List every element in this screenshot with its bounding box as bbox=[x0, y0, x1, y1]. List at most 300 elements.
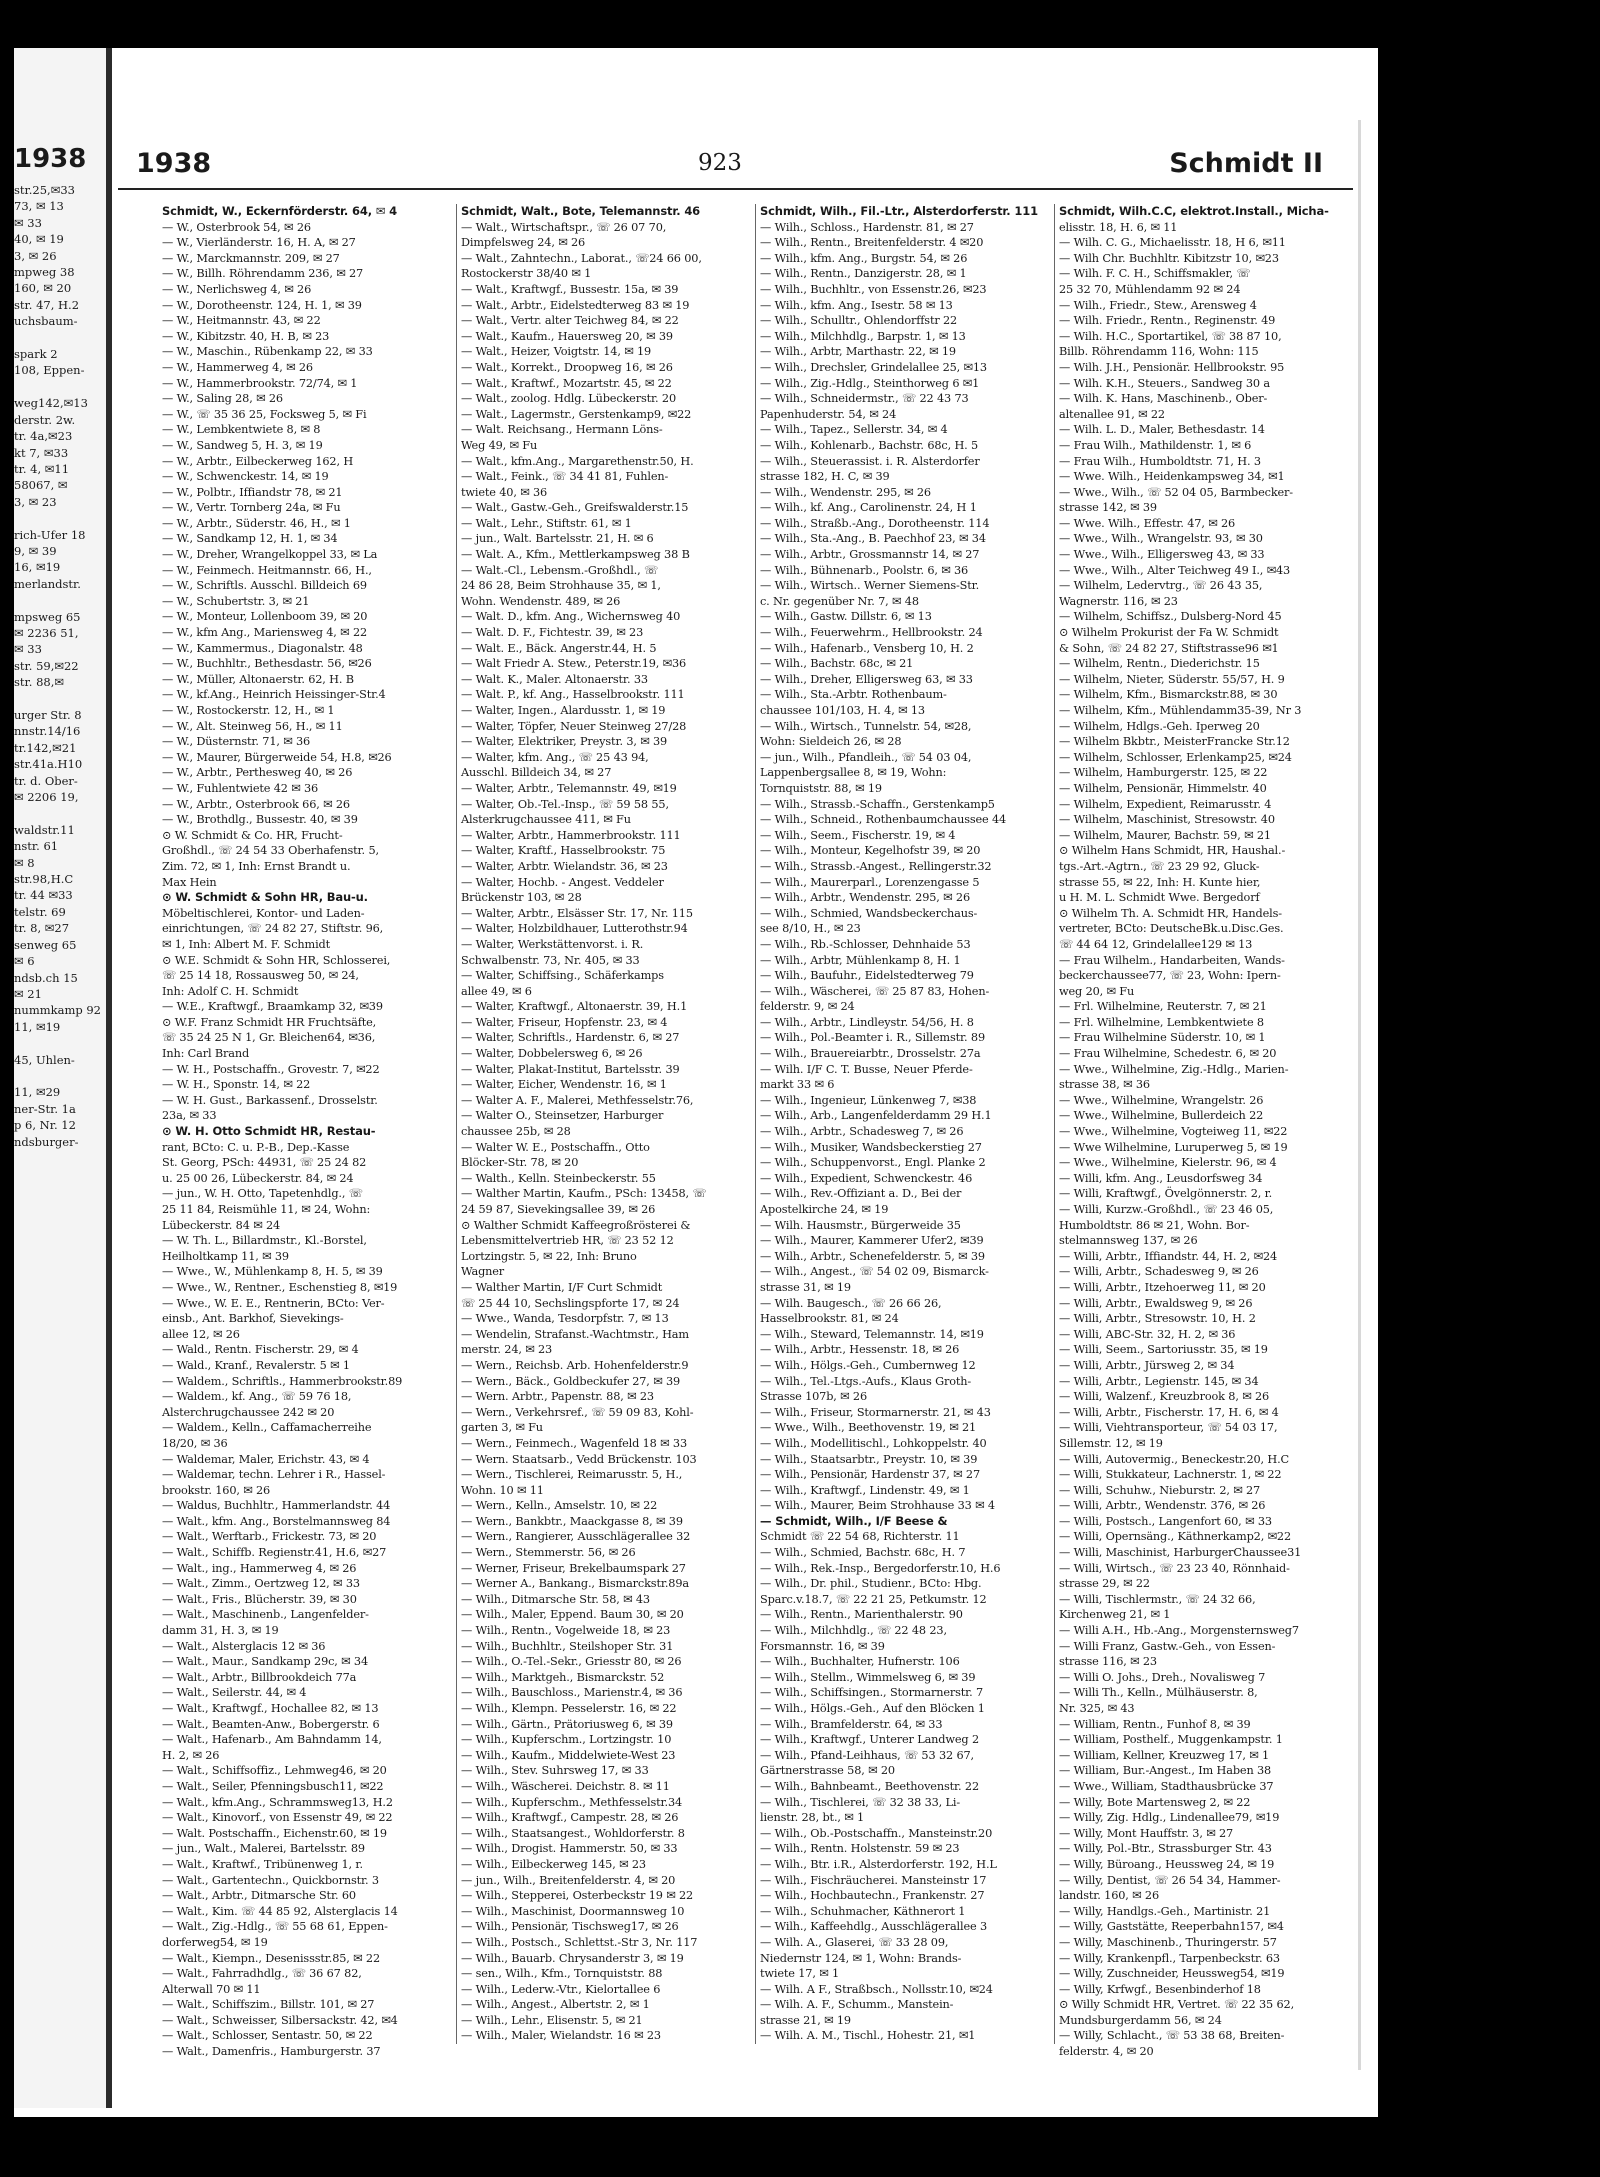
directory-entry: — Wilh., Pensionär, Hardenstr 37, ✉ 27 bbox=[760, 1468, 980, 1482]
directory-entry: — Walt., Werftarb., Frickestr. 73, ✉ 20 bbox=[162, 1530, 377, 1544]
directory-entry: — Wilh., Lehr., Elisenstr. 5, ✉ 21 bbox=[461, 2013, 643, 2027]
directory-entry: Billb. Röhrendamm 116, Wohn: 115 bbox=[1059, 345, 1259, 359]
directory-entry: — Willi, Stukkateur, Lachnerstr. 1, ✉ 22 bbox=[1059, 1468, 1282, 1482]
directory-entry: felderstr. 4, ✉ 20 bbox=[1059, 2045, 1154, 2059]
directory-entry: u H. M. L. Schmidt Wwe. Bergedorf bbox=[1059, 891, 1260, 905]
previous-page-line: mpweg 38 bbox=[14, 265, 75, 280]
directory-entry: — Wilh., Sta.-Arbtr. Rothenbaum- bbox=[760, 688, 947, 702]
directory-entry: stelmannsweg 137, ✉ 26 bbox=[1059, 1234, 1198, 1248]
directory-entry: Zim. 72, ✉ 1, Inh: Ernst Brandt u. bbox=[162, 859, 351, 873]
directory-entry: — Walt Friedr A. Stew., Peterstr.19, ✉36 bbox=[461, 657, 687, 671]
directory-entry: — W. H., Sponstr. 14, ✉ 22 bbox=[162, 1078, 311, 1092]
directory-entry: — W. Th. L., Billardmstr., Kl.-Borstel, bbox=[162, 1234, 367, 1248]
directory-entry: — Willi, Kraftwgf., Övelgönnerstr. 2, r. bbox=[1059, 1187, 1273, 1201]
directory-entry: Strasse 107b, ✉ 26 bbox=[760, 1390, 867, 1404]
directory-entry: — Wilh., Schmied, Wandsbeckerchaus- bbox=[760, 906, 978, 920]
previous-page-line: ner-Str. 1a bbox=[14, 1101, 76, 1116]
directory-entry: strasse 21, ✉ 19 bbox=[760, 2013, 851, 2027]
directory-entry: — Wilh., Sta.-Ang., B. Paechhof 23, ✉ 34 bbox=[760, 532, 986, 546]
previous-page-line bbox=[14, 379, 106, 395]
directory-entry: — W., Düsternstr. 71, ✉ 36 bbox=[162, 735, 311, 749]
directory-entry: — W., Schubertstr. 3, ✉ 21 bbox=[162, 594, 310, 608]
directory-entry: — Wilh., Ditmarsche Str. 58, ✉ 43 bbox=[461, 1592, 650, 1606]
directory-entry: — Walter O., Steinsetzer, Harburger bbox=[461, 1109, 664, 1123]
directory-entry: — Wilh., Drogist. Hammerstr. 50, ✉ 33 bbox=[461, 1842, 678, 1856]
previous-page-line: rich-Ufer 18 bbox=[14, 527, 86, 542]
directory-entry: — Walter, Dobbelersweg 6, ✉ 26 bbox=[461, 1047, 643, 1061]
previous-page-line: 40, ✉ 19 bbox=[14, 232, 64, 247]
directory-entry: twiete 40, ✉ 36 bbox=[461, 485, 548, 499]
directory-entry: — Walter, Plakat-Institut, Bartelsstr. 39 bbox=[461, 1062, 680, 1076]
directory-entry: — W., kfm Ang., Mariensweg 4, ✉ 22 bbox=[162, 626, 368, 640]
directory-entry: — Willi A.H., Hb.-Ang., Morgensternsweg7 bbox=[1059, 1624, 1299, 1638]
directory-entry: — Willi, Seem., Sartoriusstr. 35, ✉ 19 bbox=[1059, 1343, 1268, 1357]
directory-entry: merstr. 24, ✉ 23 bbox=[461, 1343, 553, 1357]
directory-entry: — Wilh. H.C., Sportartikel, ☏ 38 87 10, bbox=[1059, 329, 1282, 343]
directory-entry: — Wilh., Gärtn., Prätoriusweg 6, ✉ 39 bbox=[461, 1717, 673, 1731]
directory-entry: — Wilh., Friseur, Stormarnerstr. 21, ✉ 43 bbox=[760, 1405, 991, 1419]
directory-entry: — Wilhelm, Maschinist, Stresowstr. 40 bbox=[1059, 813, 1275, 827]
directory-entry: chaussee 101/103, H. 4, ✉ 13 bbox=[760, 704, 925, 717]
previous-page-line: ndsb.ch 15 bbox=[14, 970, 78, 985]
directory-entry: — Wilh., Wirtsch.. Werner Siemens-Str. bbox=[760, 579, 980, 593]
directory-entry: — Wwe., Wilhelmine, Bullerdeich 22 bbox=[1059, 1109, 1264, 1123]
directory-entry: — W., Polbtr., Iffiandstr 78, ✉ 21 bbox=[162, 485, 343, 499]
directory-entry: damm 31, H. 3, ✉ 19 bbox=[162, 1624, 279, 1638]
previous-page-line: ✉ 33 bbox=[14, 215, 42, 230]
directory-entry: — Willy, Mont Hauffstr. 3, ✉ 27 bbox=[1059, 1826, 1234, 1840]
directory-entry: — Wwe., W., Mühlenkamp 8, H. 5, ✉ 39 bbox=[162, 1265, 383, 1279]
directory-entry: — Wilh., Buchhltr., von Essenstr.26, ✉23 bbox=[760, 282, 987, 296]
directory-entry: — Walt., Kraftwgf., Bussestr. 15a, ✉ 39 bbox=[461, 282, 679, 296]
directory-entry: — W. H. Gust., Barkassenf., Drosselstr. bbox=[162, 1093, 378, 1107]
directory-entry: — Wilh Chr. Buchhltr. Kibitzstr 10, ✉23 bbox=[1059, 251, 1279, 265]
directory-entry: ⊙ W.E. Schmidt & Sohn HR, Schlosserei, bbox=[162, 953, 391, 967]
previous-page-line: derstr. 2w. bbox=[14, 412, 76, 427]
directory-entry: 24 86 28, Beim Strohhause 35, ✉ 1, bbox=[461, 579, 661, 593]
directory-entry: — Walt., Kiempn., Desenissstr.85, ✉ 22 bbox=[162, 1951, 380, 1965]
directory-entry: — Walt., Arbtr., Eidelstedterweg 83 ✉ 19 bbox=[461, 298, 690, 312]
directory-entry: — Wilh., Milchhdlg., ☏ 22 48 23, bbox=[760, 1624, 947, 1638]
directory-entry: — Wern., Bäck., Goldbeckufer 27, ✉ 39 bbox=[461, 1374, 681, 1388]
directory-entry: — Wilh., Bahnbeamt., Beethovenstr. 22 bbox=[760, 1779, 979, 1793]
directory-entry: — Wilh., Steuerassist. i. R. Alsterdorfer bbox=[760, 454, 980, 468]
directory-entry: 24 59 87, Sievekingsallee 39, ✉ 26 bbox=[461, 1203, 656, 1216]
directory-entry: — W., Arbtr., Eilbeckerweg 162, H bbox=[162, 454, 354, 468]
directory-entry: — Wilh. A. M., Tischl., Hohestr. 21, ✉1 bbox=[760, 2029, 976, 2043]
directory-entry: strasse 182, H. C, ✉ 39 bbox=[760, 470, 890, 484]
directory-entry: — Willi, Arbtr., Stresowstr. 10, H. 2 bbox=[1059, 1312, 1256, 1326]
column-1 bbox=[158, 204, 456, 2059]
directory-entry: beckerchaussee77, ☏ 23, Wohn: Ipern- bbox=[1059, 969, 1281, 983]
previous-page-line: telstr. 69 bbox=[14, 904, 66, 919]
columns bbox=[158, 204, 1353, 2059]
directory-entry: Wohn. 10 ✉ 11 bbox=[461, 1483, 544, 1497]
directory-entry: — Wilh., Dreher, Elligersweg 63, ✉ 33 bbox=[760, 672, 973, 686]
previous-page-line: 160, ✉ 20 bbox=[14, 281, 72, 296]
previous-page-line: 16, ✉19 bbox=[14, 560, 61, 575]
directory-entry: — Wilh., Pfand-Leihhaus, ☏ 53 32 67, bbox=[760, 1748, 974, 1762]
directory-entry: — Walt. D. F., Fichtestr. 39, ✉ 23 bbox=[461, 626, 644, 640]
column-2 bbox=[456, 204, 755, 2044]
directory-entry: — Wilh., Strassb.-Angest., Rellingerstr.32 bbox=[760, 859, 992, 873]
directory-entry: Lappenbergsallee 8, ✉ 19, Wohn: bbox=[760, 766, 947, 780]
directory-entry: Gärtnerstrasse 58, ✉ 20 bbox=[760, 1764, 895, 1778]
directory-entry: — jun., Walt. Bartelsstr. 21, H. ✉ 6 bbox=[461, 532, 654, 546]
previous-page-line: 108, Eppen- bbox=[14, 363, 85, 378]
directory-entry: — Wilh., Rentn., Vogelweide 18, ✉ 23 bbox=[461, 1624, 671, 1638]
directory-entry: dorferweg54, ✉ 19 bbox=[162, 1935, 268, 1949]
directory-entry: — Walt., Schiffb. Regienstr.41, H.6, ✉27 bbox=[162, 1546, 387, 1560]
directory-entry: — Wilh. K. Hans, Maschinenb., Ober- bbox=[1059, 392, 1268, 406]
directory-entry: — Walt., Beamten-Anw., Bobergerstr. 6 bbox=[162, 1717, 380, 1731]
directory-entry: Papenhuderstr. 54, ✉ 24 bbox=[760, 407, 897, 421]
directory-entry: — Wern., Rangierer, Ausschlägerallee 32 bbox=[461, 1530, 691, 1544]
directory-entry: — Wern., Verkehrsref., ☏ 59 09 83, Kohl- bbox=[461, 1405, 694, 1419]
directory-entry: — Wilhelm, Hamburgerstr. 125, ✉ 22 bbox=[1059, 766, 1268, 780]
directory-entry: — Walt., Hafenarb., Am Bahndamm 14, bbox=[162, 1733, 382, 1747]
directory-entry: — Wilh., Maschinist, Doormannsweg 10 bbox=[461, 1904, 685, 1918]
directory-entry: — Willy, Bote Martensweg 2, ✉ 22 bbox=[1059, 1795, 1251, 1809]
directory-entry: — Wilh., Buchhltr., Steilshoper Str. 31 bbox=[461, 1639, 674, 1653]
directory-entry: — Wilh., Strassb.-Schaffn., Gerstenkamp5 bbox=[760, 797, 995, 811]
directory-entry: — Frl. Wilhelmine, Reuterstr. 7, ✉ 21 bbox=[1059, 1000, 1267, 1014]
directory-entry: — Wern., Reichsb. Arb. Hohenfelderstr.9 bbox=[461, 1358, 689, 1372]
directory-entry: — Walter W. E., Postschaffn., Otto bbox=[461, 1140, 650, 1154]
previous-page-line: 45, Uhlen- bbox=[14, 1052, 75, 1067]
directory-entry: Lübeckerstr. 84 ✉ 24 bbox=[162, 1218, 281, 1232]
directory-entry: allee 12, ✉ 26 bbox=[162, 1327, 240, 1341]
directory-entry: — Walter, Schiffsing., Schäferkamps bbox=[461, 969, 664, 983]
directory-entry: — Walt. Reichsang., Hermann Löns- bbox=[461, 423, 663, 437]
directory-entry: — Walter, Kraftf., Hasselbrookstr. 75 bbox=[461, 844, 666, 858]
directory-entry: — Wilhelm, Kfm., Mühlendamm35-39, Nr 3 bbox=[1059, 704, 1302, 717]
directory-entry: — Walter, Schriftls., Hardenstr. 6, ✉ 27 bbox=[461, 1031, 680, 1045]
directory-entry: — jun., Wilh., Breitenfelderstr. 4, ✉ 20 bbox=[461, 1873, 676, 1887]
directory-entry: ⊙ W. Schmidt & Co. HR, Frucht- bbox=[162, 828, 343, 842]
directory-entry: — Wilh. K.H., Steuers., Sandweg 30 a bbox=[1059, 376, 1270, 390]
directory-entry: — Walt., Kim. ☏ 44 85 92, Alsterglacis 14 bbox=[162, 1904, 398, 1918]
previous-page-year: 1938 bbox=[14, 144, 87, 174]
directory-entry: — W., Brothdlg., Bussestr. 40, ✉ 39 bbox=[162, 813, 358, 827]
directory-entry: — Willi Th., Kelln., Mülhäuserstr. 8, bbox=[1059, 1686, 1258, 1700]
directory-entry: — Walt., Korrekt., Droopweg 16, ✉ 26 bbox=[461, 360, 673, 374]
directory-entry: Kirchenweg 21, ✉ 1 bbox=[1059, 1608, 1171, 1622]
directory-entry: — Wilh., Rentn., Danzigerstr. 28, ✉ 1 bbox=[760, 267, 967, 281]
directory-entry: — Wilh., Arbtr., Schenefelderstr. 5, ✉ 39 bbox=[760, 1249, 985, 1263]
directory-entry: — W., Marckmannstr. 209, ✉ 27 bbox=[162, 251, 340, 265]
directory-entry: — Wilh., Bauarb. Chrysanderstr 3, ✉ 19 bbox=[461, 1951, 684, 1965]
directory-entry: Wagner bbox=[461, 1265, 505, 1279]
directory-entry: Dimpfelsweg 24, ✉ 26 bbox=[461, 236, 586, 250]
directory-entry: — Wilh. A F., Straßbsch., Nollsstr.10, ✉24 bbox=[760, 1982, 993, 1996]
directory-entry: Wagnerstr. 116, ✉ 23 bbox=[1059, 594, 1178, 608]
directory-entry: — W., Kammermus., Diagonalstr. 48 bbox=[162, 641, 363, 655]
directory-entry: — Wilhelm, Schlosser, Erlenkamp25, ✉24 bbox=[1059, 750, 1292, 764]
directory-entry: felderstr. 9, ✉ 24 bbox=[760, 1000, 855, 1014]
directory-entry: — Waldemar, techn. Lehrer i R., Hassel- bbox=[162, 1468, 386, 1482]
directory-entry: Max Hein bbox=[162, 875, 217, 889]
directory-entry: — Wern. Arbtr., Papenstr. 88, ✉ 23 bbox=[461, 1390, 654, 1404]
directory-entry: — Willi, Wirtsch., ☏ 23 23 40, Rönnhaid- bbox=[1059, 1561, 1290, 1575]
directory-entry: — Wilh., kf. Ang., Carolinenstr. 24, H 1 bbox=[760, 501, 977, 515]
directory-entry: — Wern. Staatsarb., Vedd Brückenstr. 103 bbox=[461, 1452, 697, 1466]
directory-entry: — Wilh., Bühnenarb., Poolstr. 6, ✉ 36 bbox=[760, 563, 969, 577]
directory-entry: tgs.-Art.-Agtrn., ☏ 23 29 92, Gluck- bbox=[1059, 859, 1260, 873]
directory-entry: — Wilh., Bramfelderstr. 64, ✉ 33 bbox=[760, 1717, 943, 1731]
directory-entry: — Willy, Pol.-Btr., Strassburger Str. 43 bbox=[1059, 1842, 1272, 1856]
directory-entry: — Willi, Arbtr., Itzehoerweg 11, ✉ 20 bbox=[1059, 1280, 1266, 1294]
directory-entry: strasse 142, ✉ 39 bbox=[1059, 501, 1157, 515]
directory-entry: — Wilh., Friedr., Stew., Arensweg 4 bbox=[1059, 298, 1257, 312]
previous-page-line: 3, ✉ 23 bbox=[14, 494, 57, 509]
directory-entry: — Wilh., Arbtr, Mühlenkamp 8, H. 1 bbox=[760, 953, 961, 967]
directory-entry: — Walt., Fahrradhdlg., ☏ 36 67 82, bbox=[162, 1967, 362, 1981]
directory-entry: — Wilh., Kohlenarb., Bachstr. 68c, H. 5 bbox=[760, 438, 979, 452]
directory-entry: — Wilh., Dr. phil., Studienr., BCto: Hbg. bbox=[760, 1577, 982, 1591]
directory-entry: ☏ 35 24 25 N 1, Gr. Bleichen64, ✉36, bbox=[162, 1031, 376, 1045]
directory-entry: — Frau Wilh., Humboldtstr. 71, H. 3 bbox=[1059, 454, 1261, 468]
directory-entry: — Wilh. Baugesch., ☏ 26 66 26, bbox=[760, 1296, 942, 1310]
previous-page-lines bbox=[14, 182, 106, 1150]
column-3 bbox=[755, 204, 1054, 2044]
directory-entry: — W., Schriftls. Ausschl. Billdeich 69 bbox=[162, 579, 367, 593]
directory-entry: — W., Dorotheenstr. 124, H. 1, ✉ 39 bbox=[162, 298, 362, 312]
previous-page-line: str. 88,✉ bbox=[14, 675, 64, 690]
directory-entry: ⊙ W.F. Franz Schmidt HR Fruchtsäfte, bbox=[162, 1015, 377, 1029]
directory-entry: garten 3, ✉ Fu bbox=[461, 1421, 543, 1435]
directory-entry: — Wilh., Wäscherei. Deichstr. 8. ✉ 11 bbox=[461, 1779, 670, 1793]
directory-entry: — Walt., zoolog. Hdlg. Lübeckerstr. 20 bbox=[461, 392, 676, 406]
directory-entry: St. Georg, PSch: 44931, ☏ 25 24 82 bbox=[162, 1156, 367, 1170]
directory-entry: — Walt., Vertr. alter Teichweg 84, ✉ 22 bbox=[461, 314, 679, 328]
directory-entry: — Walter, Arbtr., Telemannstr. 49, ✉19 bbox=[461, 781, 677, 795]
directory-entry: — Walt., Zahntechn., Laborat., ☏24 66 00, bbox=[461, 251, 702, 265]
directory-entry: H. 2, ✉ 26 bbox=[162, 1748, 220, 1762]
directory-entry: — Wilhelm, Pensionär, Himmelstr. 40 bbox=[1059, 781, 1267, 795]
directory-entry: Schmidt ☏ 22 54 68, Richterstr. 11 bbox=[760, 1530, 960, 1544]
directory-entry: — W., Buchhltr., Bethesdastr. 56, ✉26 bbox=[162, 657, 372, 671]
directory-entry: — Wilh., Stepperei, Osterbeckstr 19 ✉ 22 bbox=[461, 1889, 694, 1903]
directory-entry: — Walt., Schiffsoffiz., Lehmweg46, ✉ 20 bbox=[162, 1764, 387, 1778]
previous-page-line: ✉ 2206 19, bbox=[14, 790, 79, 805]
directory-entry: ⊙ Wilhelm Prokurist der Fa W. Schmidt bbox=[1059, 626, 1279, 640]
previous-page-line bbox=[14, 805, 106, 821]
directory-entry: — Wilh., Buchhalter, Hufnerstr. 106 bbox=[760, 1655, 960, 1669]
previous-page-line: 58067, ✉ bbox=[14, 478, 68, 493]
directory-entry: Weg 49, ✉ Fu bbox=[461, 438, 538, 452]
directory-entry: — Wern., Feinmech., Wagenfeld 18 ✉ 33 bbox=[461, 1436, 687, 1450]
directory-entry: — Wilh., Musiker, Wandsbeckerstieg 27 bbox=[760, 1140, 982, 1154]
previous-page-line: ✉ 21 bbox=[14, 986, 42, 1001]
directory-entry: Inh: Adolf C. H. Schmidt bbox=[162, 984, 299, 998]
directory-entry: — Wilh., Tapez., Sellerstr. 34, ✉ 4 bbox=[760, 423, 948, 437]
directory-entry: — Walt., Heizer, Voigtstr. 14, ✉ 19 bbox=[461, 345, 652, 359]
directory-entry: Heilholtkamp 11, ✉ 39 bbox=[162, 1249, 289, 1263]
directory-entry: — W., Feinmech. Heitmannstr. 66, H., bbox=[162, 563, 372, 577]
directory-entry: c. Nr. gegenüber Nr. 7, ✉ 48 bbox=[760, 594, 919, 608]
directory-entry: — Walter, Holzbildhauer, Lutterothstr.94 bbox=[461, 922, 688, 936]
directory-entry: — Wwe., Wilh., ☏ 52 04 05, Barmbecker- bbox=[1059, 485, 1293, 499]
directory-entry: — Wilhelm, Kfm., Bismarckstr.88, ✉ 30 bbox=[1059, 688, 1278, 702]
directory-entry: ☏ 25 14 18, Rossausweg 50, ✉ 24, bbox=[162, 969, 359, 983]
directory-entry: — Willy, Zuschneider, Heussweg54, ✉19 bbox=[1059, 1967, 1285, 1981]
directory-entry: — Waldus, Buchhltr., Hammerlandstr. 44 bbox=[162, 1499, 391, 1513]
directory-entry: — Wilh. A. F., Schumm., Manstein- bbox=[760, 1998, 954, 2012]
directory-entry: — Wilh., Hafenarb., Vensberg 10, H. 2 bbox=[760, 641, 974, 655]
directory-entry: — Walt., Kraftwgf., Hochallee 82, ✉ 13 bbox=[162, 1702, 379, 1715]
directory-entry: — Werner A., Bankang., Bismarckstr.89a bbox=[461, 1577, 689, 1591]
previous-page-line bbox=[14, 691, 106, 707]
directory-entry: ⊙ W. H. Otto Schmidt HR, Restau- bbox=[162, 1124, 376, 1139]
directory-entry: — Walth., Kelln. Steinbeckerstr. 55 bbox=[461, 1171, 656, 1185]
directory-entry: — Walt., Schweisser, Silbersackstr. 42, ✉4 bbox=[162, 2013, 398, 2027]
directory-entry: — Frau Wilh., Mathildenstr. 1, ✉ 6 bbox=[1059, 438, 1252, 452]
directory-entry: — Wilh., Arbtr., Schadesweg 7, ✉ 26 bbox=[760, 1125, 964, 1139]
directory-entry: — Willy, Krankenpfl., Tarpenbeckstr. 63 bbox=[1059, 1951, 1280, 1965]
directory-entry: — Walter, Arbtr., Hammerbrookstr. 111 bbox=[461, 828, 681, 842]
directory-entry: — Wilhelm, Rentn., Diederichstr. 15 bbox=[1059, 657, 1260, 671]
previous-page-line: kt 7, ✉33 bbox=[14, 445, 69, 460]
directory-entry: — Walt., Lehr., Stiftstr. 61, ✉ 1 bbox=[461, 516, 632, 530]
directory-entry: Niedernstr 124, ✉ 1, Wohn: Brands- bbox=[760, 1951, 962, 1965]
directory-entry: — Willy, Schlacht., ☏ 53 38 68, Breiten- bbox=[1059, 2029, 1285, 2043]
directory-entry: — W., Müller, Altonaerstr. 62, H. B bbox=[162, 672, 354, 686]
directory-entry: — Willi, Arbtr., Ewaldsweg 9, ✉ 26 bbox=[1059, 1296, 1253, 1310]
directory-entry: — Wilh., Stev. Suhrsweg 17, ✉ 33 bbox=[461, 1764, 649, 1778]
directory-entry: Mundsburgerdamm 56, ✉ 24 bbox=[1059, 2013, 1222, 2027]
directory-entry: — Walt., Fris., Blücherstr. 39, ✉ 30 bbox=[162, 1592, 357, 1606]
directory-entry: — Wilh., Ob.-Postschaffn., Mansteinstr.20 bbox=[760, 1826, 993, 1840]
directory-entry: — Willi Franz, Gastw.-Geh., von Essen- bbox=[1059, 1639, 1276, 1653]
directory-entry: — Walt., Gartentechn., Quickbornstr. 3 bbox=[162, 1873, 379, 1887]
directory-entry: — Willi, ABC-Str. 32, H. 2, ✉ 36 bbox=[1059, 1327, 1236, 1341]
directory-entry: — jun., W. H. Otto, Tapetenhdlg., ☏ bbox=[162, 1187, 363, 1201]
directory-entry: — Walter, Werkstättenvorst. i. R. bbox=[461, 937, 644, 951]
directory-entry: — Wilh., Maurer, Beim Strohhause 33 ✉ 4 bbox=[760, 1499, 995, 1513]
directory-entry: — William, Kellner, Kreuzweg 17, ✉ 1 bbox=[1059, 1748, 1270, 1762]
previous-page-line: tr. 4, ✉11 bbox=[14, 461, 70, 476]
directory-entry: — Walter, kfm. Ang., ☏ 25 43 94, bbox=[461, 750, 649, 764]
directory-entry: weg 20, ✉ Fu bbox=[1059, 984, 1135, 998]
directory-entry: — Wilh., Monteur, Kegelhofstr 39, ✉ 20 bbox=[760, 844, 981, 858]
directory-entry: — Wilh. C. G., Michaelisstr. 18, H 6, ✉11 bbox=[1059, 236, 1286, 250]
header-year: 1938 bbox=[136, 148, 212, 179]
directory-entry: — Walt., Arbtr., Ditmarsche Str. 60 bbox=[162, 1889, 356, 1903]
previous-page-line: p 6, Nr. 12 bbox=[14, 1118, 76, 1133]
directory-entry: — Wilh., Modellitischl., Lohkoppelstr. 40 bbox=[760, 1436, 987, 1450]
directory-entry: — W., Vertr. Tornberg 24a, ✉ Fu bbox=[162, 501, 341, 515]
directory-entry: — Walt., Zig.-Hdlg., ☏ 55 68 61, Eppen- bbox=[162, 1920, 388, 1934]
directory-entry: — Wilh., Btr. i.R., Alsterdorferstr. 192, H.L bbox=[760, 1857, 997, 1871]
directory-entry: Alsterchrugchaussee 242 ✉ 20 bbox=[162, 1405, 335, 1419]
directory-entry: — Wwe., Wilh., Beethovenstr. 19, ✉ 21 bbox=[760, 1421, 977, 1435]
directory-entry: — Walt., kfm. Ang., Borstelmannsweg 84 bbox=[162, 1514, 391, 1528]
directory-entry: — Wilh., Pensionär, Tischsweg17, ✉ 26 bbox=[461, 1920, 679, 1934]
directory-entry: — Wilh., Wäscherei, ☏ 25 87 83, Hohen- bbox=[760, 984, 990, 998]
previous-page-line: ✉ 6 bbox=[14, 954, 35, 969]
directory-entry: — Wwe., W., Rentner., Eschenstieg 8, ✉19 bbox=[162, 1280, 398, 1294]
directory-entry: — Walt., Alsterglacis 12 ✉ 36 bbox=[162, 1639, 326, 1653]
directory-entry: — Frau Wilhelmine Süderstr. 10, ✉ 1 bbox=[1059, 1031, 1266, 1045]
directory-entry: — Wilh., Baufuhr., Eidelstedterweg 79 bbox=[760, 969, 974, 983]
directory-entry: — Wilh., Brauereiarbtr., Drosselstr. 27a bbox=[760, 1047, 981, 1061]
directory-entry: — Wald., Kranf., Revalerstr. 5 ✉ 1 bbox=[162, 1358, 350, 1372]
directory-entry: — W., Maurer, Bürgerweide 54, H.8, ✉26 bbox=[162, 750, 392, 764]
directory-entry: twiete 17, ✉ 1 bbox=[760, 1967, 840, 1981]
directory-entry: — Wilh., Pol.-Beamter i. R., Sillemstr. 89 bbox=[760, 1031, 985, 1045]
directory-entry: — Walter, Arbtr., Elsässer Str. 17, Nr. 115 bbox=[461, 906, 693, 920]
directory-entry: — Waldem., Kelln., Caffamacherreihe bbox=[162, 1421, 372, 1435]
directory-entry: — Wern., Tischlerei, Reimarusstr. 5, H., bbox=[461, 1468, 683, 1482]
directory-entry: 18/20, ✉ 36 bbox=[162, 1436, 228, 1450]
directory-entry: Inh: Carl Brand bbox=[162, 1047, 250, 1061]
directory-entry: — Wilh., Klempn. Pesselerstr. 16, ✉ 22 bbox=[461, 1702, 677, 1715]
previous-page-line: tr.142,✉21 bbox=[14, 740, 77, 755]
directory-entry: — Willy, Krfwgf., Besenbinderhof 18 bbox=[1059, 1982, 1261, 1996]
directory-entry: — Wwe., W. E. E., Rentnerin, BCto: Ver- bbox=[162, 1296, 385, 1310]
directory-entry: Rostockerstr 38/40 ✉ 1 bbox=[461, 267, 592, 281]
directory-entry: — Wilh. F. C. H., Schiffsmakler, ☏ bbox=[1059, 267, 1251, 281]
header-surname: Schmidt II bbox=[1169, 148, 1323, 179]
directory-entry: — Wilh., Bachstr. 68c, ✉ 21 bbox=[760, 657, 914, 671]
directory-entry: — Wilh., Staatsarbtr., Preystr. 10, ✉ 39 bbox=[760, 1452, 978, 1466]
directory-entry: — Wern., Stemmerstr. 56, ✉ 26 bbox=[461, 1546, 636, 1560]
directory-entry: — Wilh., Expedient, Schwenckestr. 46 bbox=[760, 1171, 973, 1185]
directory-entry: strasse 29, ✉ 22 bbox=[1059, 1577, 1150, 1591]
directory-entry: — W., Schwenckestr. 14, ✉ 19 bbox=[162, 470, 329, 484]
directory-entry: — Walt., Damenfris., Hamburgerstr. 37 bbox=[162, 2045, 381, 2059]
directory-entry: — Wilh., Ingenieur, Lünkenweg 7, ✉38 bbox=[760, 1093, 977, 1107]
directory-entry: — Walt., Lagermstr., Gerstenkamp9, ✉22 bbox=[461, 407, 692, 421]
directory-entry: Wohn: Sieldeich 26, ✉ 28 bbox=[760, 735, 902, 749]
directory-entry: — Wwe., Wilh., Elligersweg 43, ✉ 33 bbox=[1059, 548, 1265, 562]
directory-entry: — Willy, Dentist, ☏ 26 54 34, Hammer- bbox=[1059, 1873, 1281, 1887]
directory-entry: — Wilh., Eilbeckerweg 145, ✉ 23 bbox=[461, 1857, 646, 1871]
directory-entry: — Wilh., Schneid., Rothenbaumchaussee 44 bbox=[760, 813, 1007, 827]
directory-entry: — Wilh., Staatsangest., Wohldorferstr. 8 bbox=[461, 1826, 685, 1840]
previous-page-line: str.25,✉33 bbox=[14, 183, 75, 197]
page-header bbox=[118, 148, 1353, 190]
directory-entry: — Willy, Gaststätte, Reeperbahn157, ✉4 bbox=[1059, 1920, 1284, 1934]
directory-entry: — Wilh., Stellm., Wimmelsweg 6, ✉ 39 bbox=[760, 1670, 976, 1684]
directory-entry: — Walt. A., Kfm., Mettlerkampsweg 38 B bbox=[461, 548, 690, 562]
directory-entry: vertreter, BCto: DeutscheBk.u.Disc.Ges. bbox=[1059, 922, 1284, 936]
directory-entry: — Walt.-Cl., Lebensm.-Großhdl., ☏ bbox=[461, 563, 658, 577]
directory-entry: Nr. 325, ✉ 43 bbox=[1059, 1702, 1135, 1715]
previous-page-line: ndsburger- bbox=[14, 1134, 79, 1149]
directory-entry: — Wilh. A., Glaserei, ☏ 33 28 09, bbox=[760, 1935, 949, 1949]
directory-entry: Apostelkirche 24, ✉ 19 bbox=[760, 1203, 889, 1216]
directory-entry: — W., Billh. Röhrendamm 236, ✉ 27 bbox=[162, 267, 364, 281]
directory-entry: — W., Sandkamp 12, H. 1, ✉ 34 bbox=[162, 532, 338, 546]
directory-entry: — Willi, Arbtr., Legienstr. 145, ✉ 34 bbox=[1059, 1374, 1259, 1388]
directory-entry: — Willi, Arbtr., Iffiandstr. 44, H. 2, ✉24 bbox=[1059, 1249, 1278, 1263]
directory-entry: u. 25 00 26, Lübeckerstr. 84, ✉ 24 bbox=[162, 1171, 354, 1185]
directory-entry: — Walt., Zimm., Oertzweg 12, ✉ 33 bbox=[162, 1577, 360, 1591]
directory-entry: — Wilh., Gastw. Dillstr. 6, ✉ 13 bbox=[760, 610, 932, 624]
directory-entry: — Wilhelm, Expedient, Reimarusstr. 4 bbox=[1059, 797, 1272, 811]
scan-border-right bbox=[1378, 0, 1600, 2177]
previous-page-line: 73, ✉ 13 bbox=[14, 199, 64, 214]
directory-entry: see 8/10, H., ✉ 23 bbox=[760, 922, 861, 936]
directory-entry: brookstr. 160, ✉ 26 bbox=[162, 1483, 271, 1497]
previous-page-line: str. 59,✉22 bbox=[14, 658, 79, 673]
directory-entry: — Wwe., Wilh., Wrangelstr. 93, ✉ 30 bbox=[1059, 532, 1263, 546]
directory-entry: — Wilh., O.-Tel.-Sekr., Griesstr 80, ✉ 26 bbox=[461, 1655, 682, 1669]
directory-entry: — Wilh., Kaffeehdlg., Ausschlägerallee 3 bbox=[760, 1920, 988, 1934]
previous-page-line: tr. 44 ✉33 bbox=[14, 888, 73, 903]
